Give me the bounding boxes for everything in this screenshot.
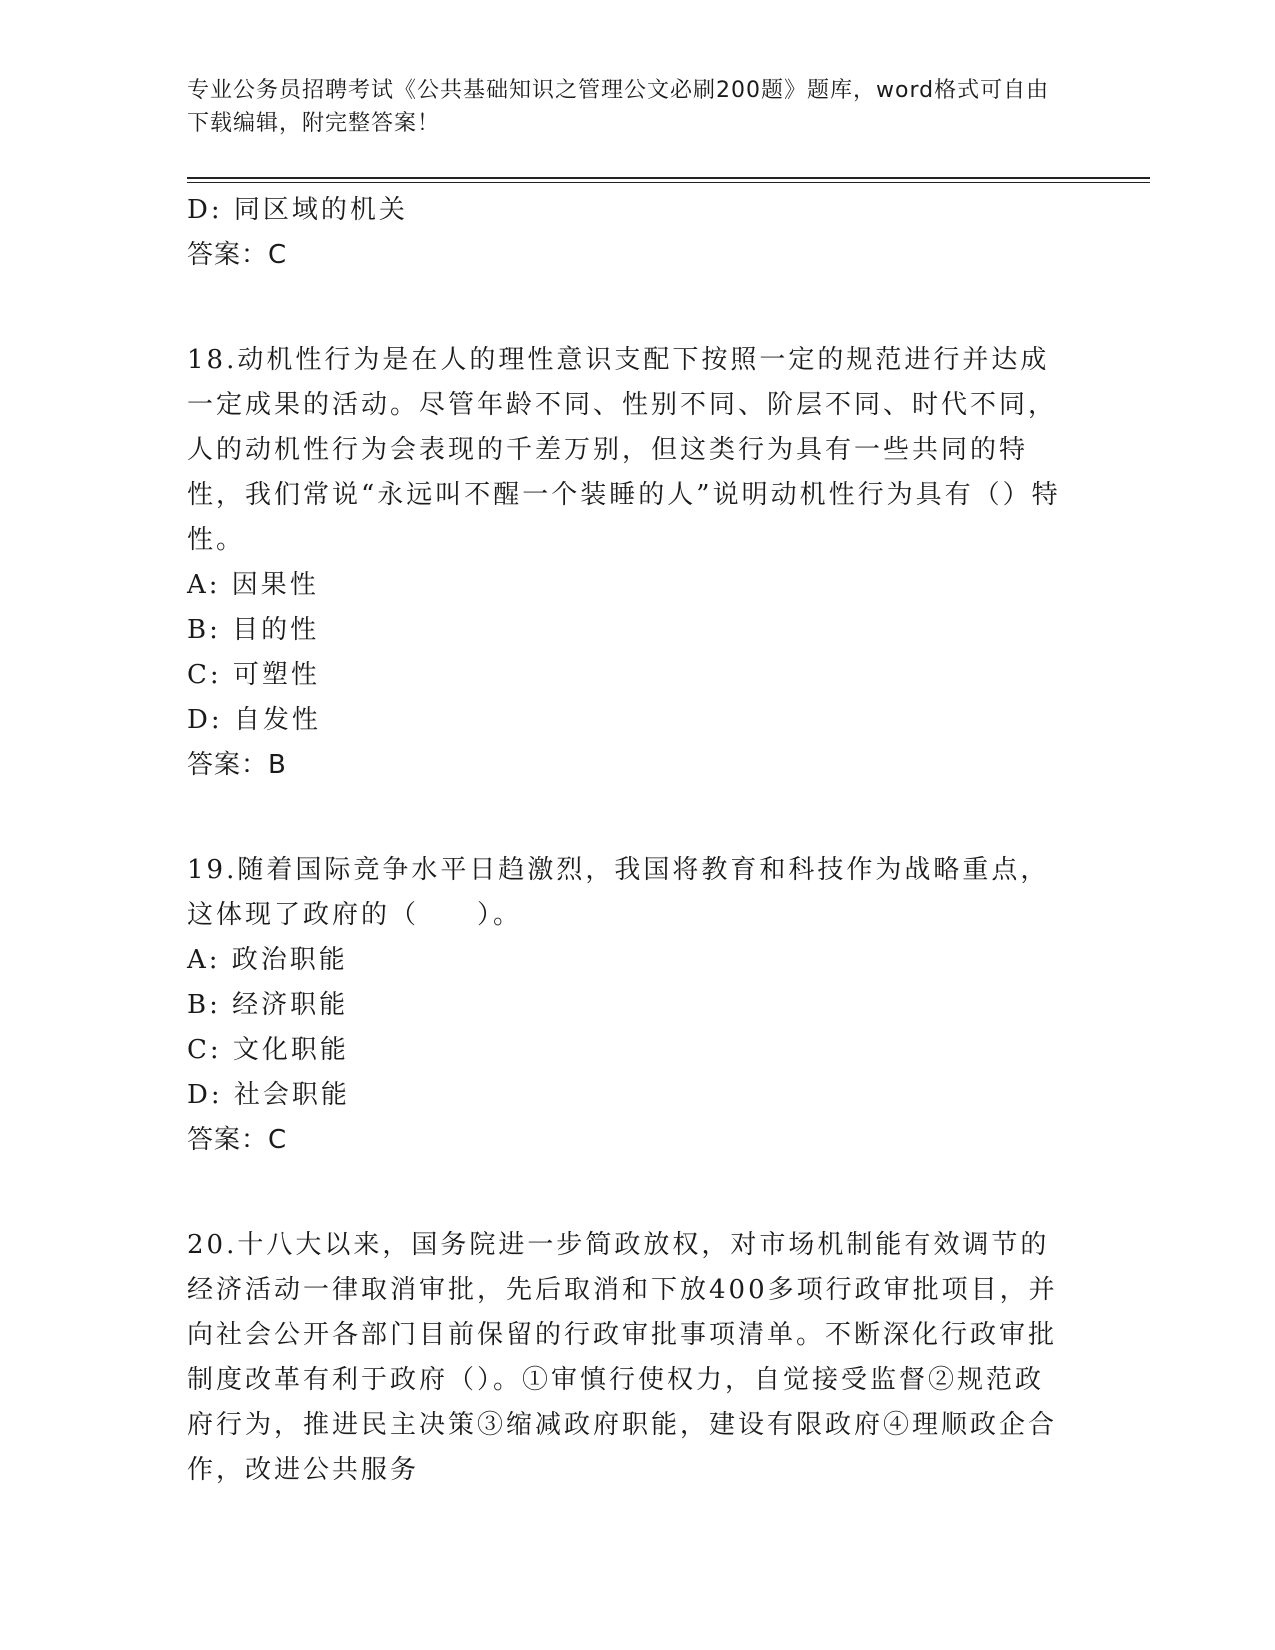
question-18-text: 18.动机性行为是在人的理性意识支配下按照一定的规范进行并达成一定成果的活动。尽管年龄不同、性别不同、阶层不同、时代不同，人的动机性行为会表现的千差万别，但这类行为具有一些共同的特性，我们常说“永远叫不醒一个装睡的人”说明动机性行为具有（）特性。 <box>187 345 1061 555</box>
option-b: B: 目的性 <box>187 615 320 645</box>
option-a: A: 政治职能 <box>187 945 348 975</box>
option-d: D: 社会职能 <box>187 1080 350 1110</box>
header-rule <box>187 177 1150 179</box>
option-b: B: 经济职能 <box>187 990 349 1020</box>
option-c: C: 文化职能 <box>187 1035 349 1065</box>
option-d: D: 同区域的机关 <box>187 195 408 225</box>
answer: 答案：C <box>187 1125 288 1155</box>
document-header: 专业公务员招聘考试《公共基础知识之管理公文必刷200题》题库，word格式可自由下载编辑，附完整答案！ <box>187 78 1050 136</box>
answer: 答案：B <box>187 750 287 780</box>
question-20-text: 20.十八大以来，国务院进一步简政放权，对市场机制能有效调节的经济活动一律取消审批，先后取消和下放400多项行政审批项目，并向社会公开各部门目前保留的行政审批事项清单。不断深化行政审批制度改革有利于政府（）。①审慎行使权力，自觉接受监督②规范政府行为，推进民主决策③缩减政府职能，建设有限政府④理顺政企合作，改进公共服务 <box>187 1230 1058 1485</box>
question-19-text: 19.随着国际竞争水平日趋激烈，我国将教育和科技作为战略重点，这体现了政府的（ ）。 <box>187 855 1050 930</box>
option-d: D: 自发性 <box>187 705 321 735</box>
question-content <box>187 188 1067 1493</box>
answer: 答案：C <box>187 240 288 270</box>
option-c: C: 可塑性 <box>187 660 320 690</box>
header-rule-thin <box>187 182 1150 183</box>
option-a: A: 因果性 <box>187 570 319 600</box>
